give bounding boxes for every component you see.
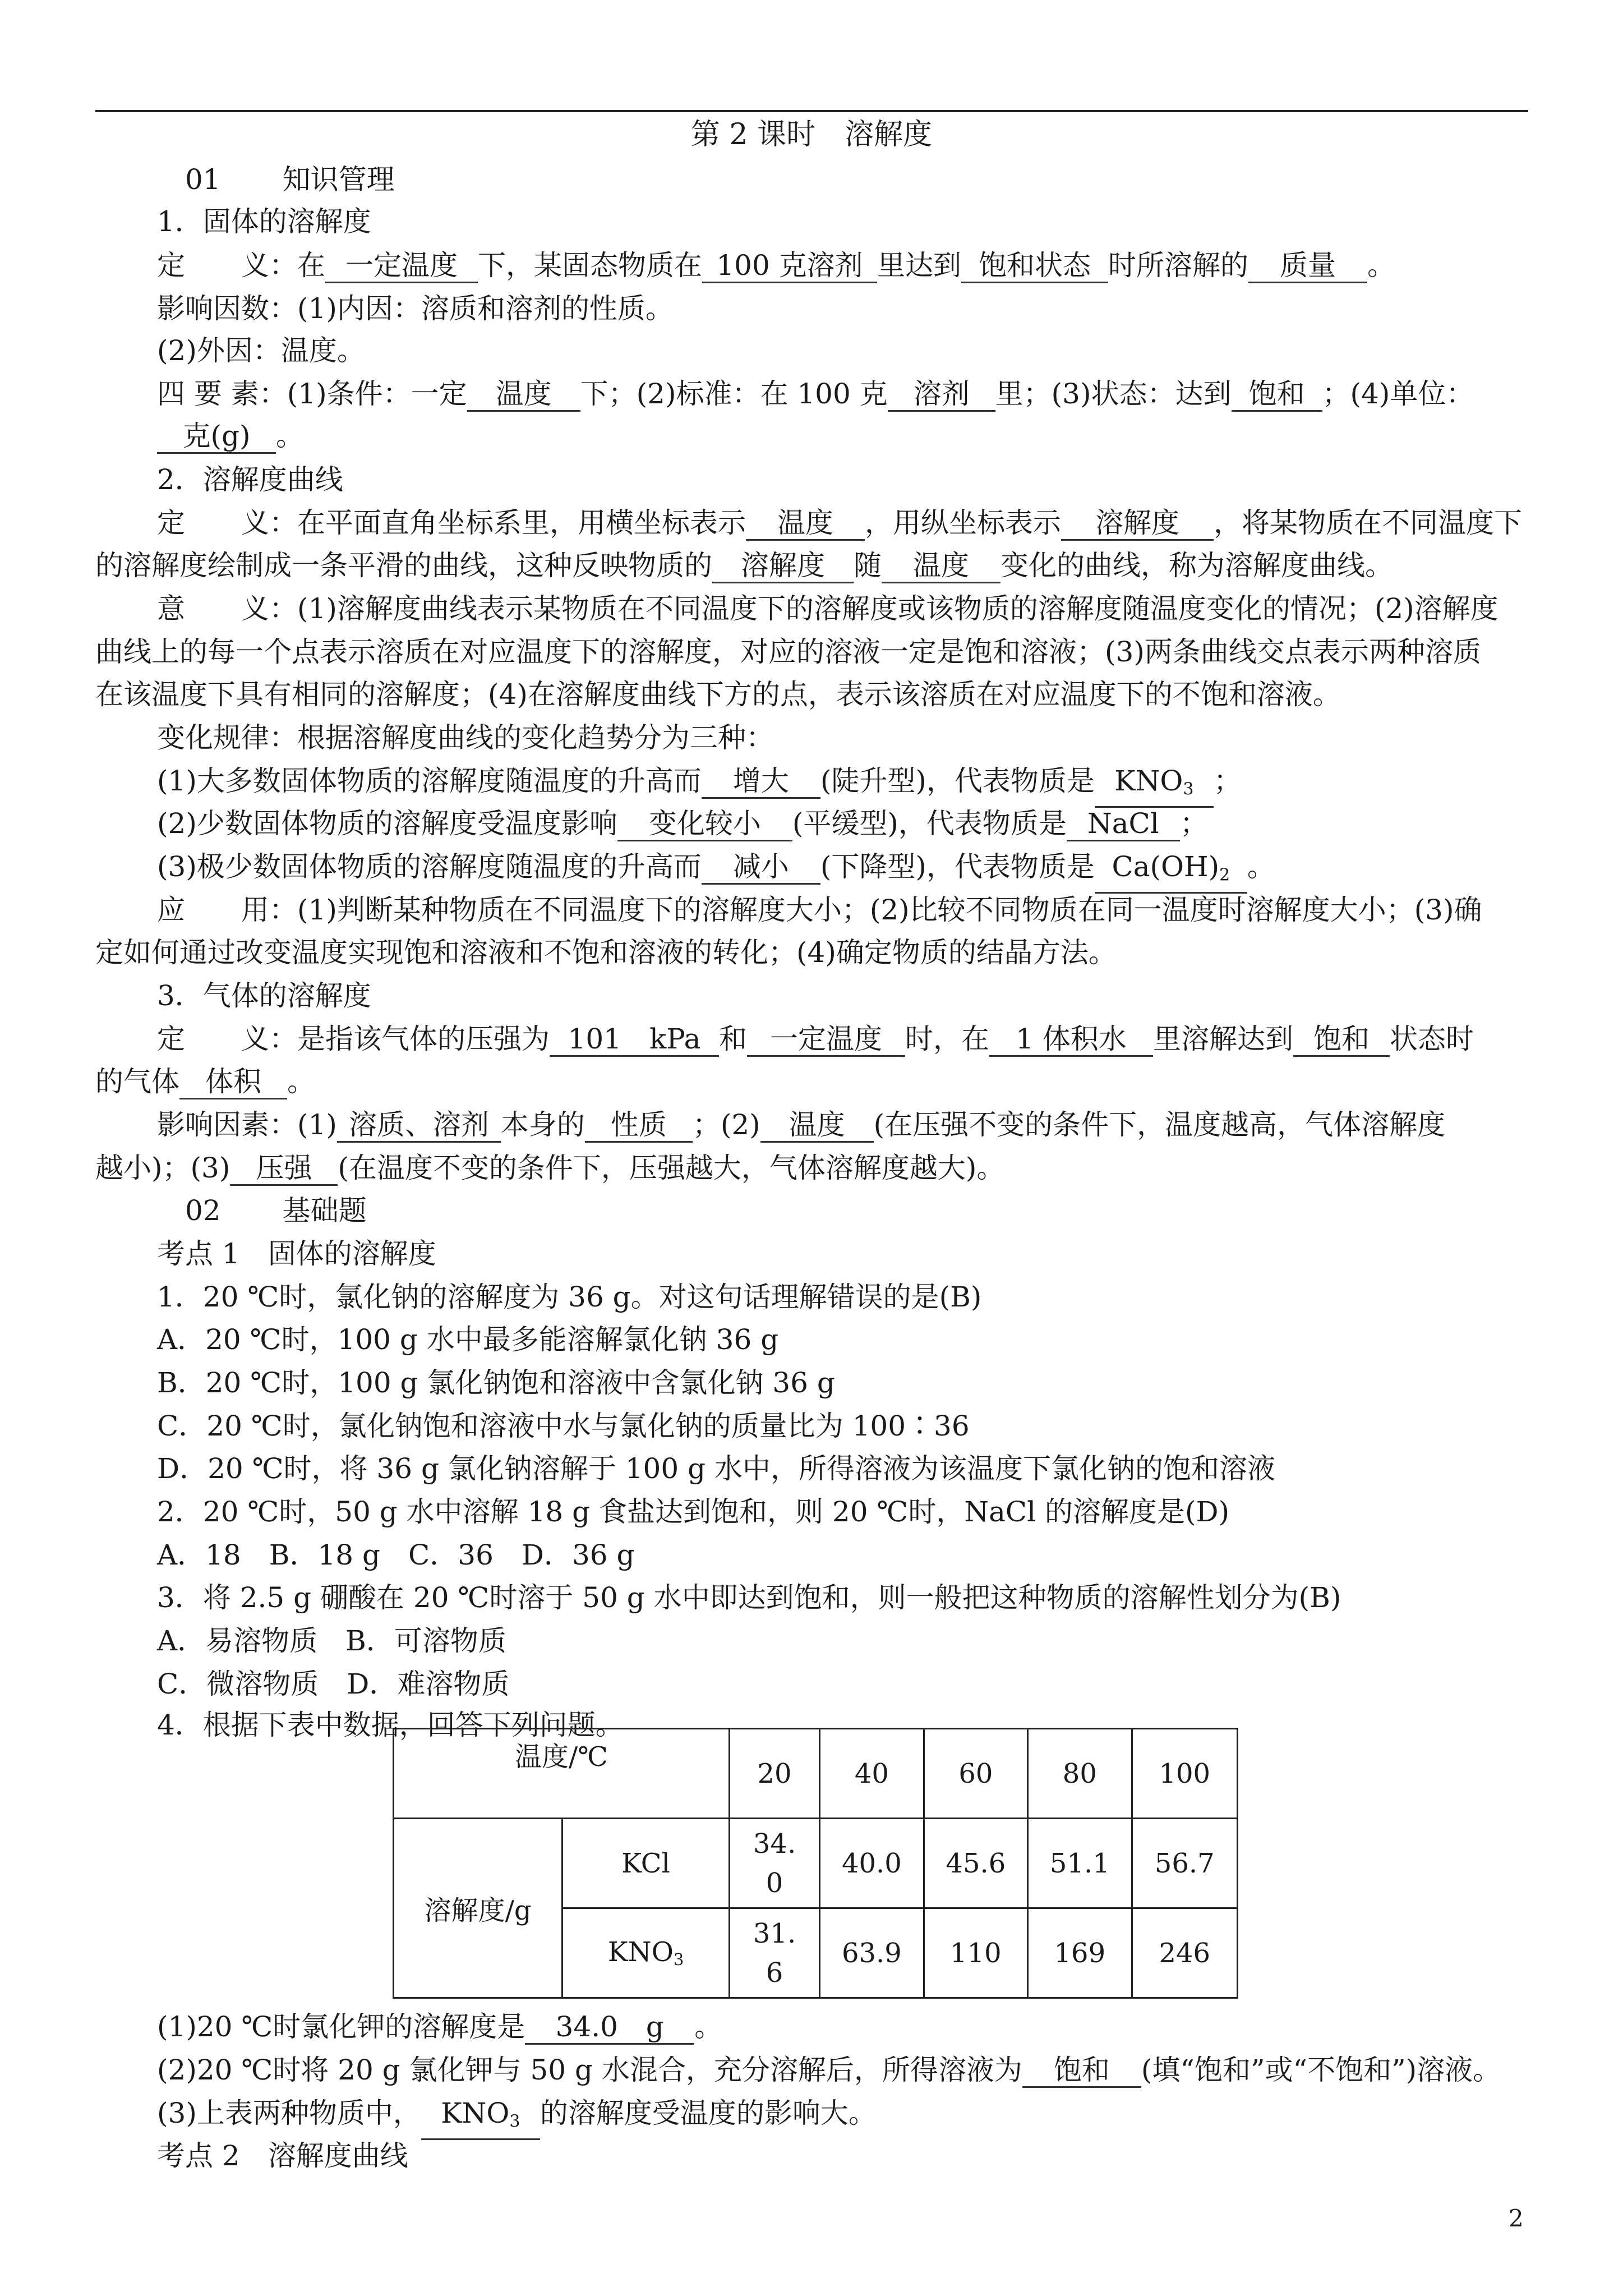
table-cell: 20: [729, 1729, 819, 1819]
blank-answer: $Ca(OH)_2$: [1095, 850, 1247, 894]
table-header-solubility: 溶解度/g: [394, 1819, 562, 1998]
blank-answer: 溶质、溶剂: [337, 1108, 501, 1143]
blank-answer: 质量: [1248, 249, 1367, 283]
blank-answer: 减小: [702, 850, 820, 885]
blank-answer: 溶解度: [1061, 507, 1214, 541]
table-cell: 169: [1028, 1908, 1132, 1998]
blank-answer: 温度: [746, 507, 865, 541]
application-2: 定如何通过改变温度实现饱和溶液和不饱和溶液的转化；(4)确定物质的结晶方法。: [95, 936, 1117, 969]
blank-answer: 体积: [179, 1065, 287, 1099]
section-name: 基础题: [282, 1194, 367, 1227]
gas-definition-cont: 的气体 体积 。: [95, 1062, 315, 1101]
factor-internal: 影响因数：(1)内因：溶质和溶剂的性质。: [157, 292, 674, 325]
table-cell: 31.6: [729, 1908, 819, 1998]
key-point-2: 考点 2 溶解度曲线: [157, 2139, 408, 2172]
subheading-solid-solubility: 1．固体的溶解度: [157, 205, 371, 238]
blank-answer: 101 kPa: [550, 1023, 719, 1057]
blank-answer: 溶解度: [712, 549, 854, 583]
curve-meaning-2: 曲线上的每一个点表示溶质在对应温度下的溶解度，对应的溶液一定是饱和溶液；(3)两条曲线交点表示两种溶质: [95, 636, 1481, 668]
blank-answer: $KNO_3$: [421, 2097, 540, 2140]
page-number: 2: [1509, 2205, 1524, 2232]
blank-answer: 温度: [467, 378, 580, 412]
blank-answer: 100 克溶剂: [702, 249, 877, 283]
blank-answer: 变化较小: [617, 807, 792, 841]
section-heading-02: [185, 1191, 367, 1230]
blank-answer: NaCl: [1067, 807, 1180, 841]
subheading-solubility-curve: 2．溶解度曲线: [157, 463, 343, 496]
factor-external: (2)外因：温度。: [157, 334, 365, 367]
table-row-label-kcl: KCl: [562, 1819, 730, 1908]
curve-definition-cont: 的溶解度绘制成一条平滑的曲线，这种反映物质的 溶解度 随 温度 变化的曲线，称为溶解度曲线。: [95, 546, 1393, 585]
blank-answer: 克(g): [157, 420, 276, 454]
blank-answer: 温度: [882, 549, 1000, 583]
four-elements: 四 要 素：(1)条件：一定 温度 下；(2)标准：在 100 克 溶剂 里；(3)状态：达到 饱和 ；(4)单位：: [157, 374, 1474, 413]
table-cell: 60: [924, 1729, 1027, 1819]
question-1-option-a: A．20 ℃时，100 g 水中最多能溶解氯化钠 36 g: [157, 1323, 779, 1356]
question-1-option-b: B．20 ℃时，100 g 氯化钠饱和溶液中含氯化钠 36 g: [157, 1366, 835, 1399]
blank-answer: 一定温度: [747, 1023, 905, 1057]
question-3-options-1: A．易溶物质 B．可溶物质: [157, 1625, 506, 1657]
solid-solubility-definition: 定 义：在 一定温度 下，某固态物质在 100 克溶剂 里达到 饱和状态 时所溶解的 质量 。: [157, 246, 1395, 285]
section-number: 01: [185, 163, 221, 196]
table-cell: 40.0: [820, 1819, 924, 1908]
blank-answer: 增大: [702, 765, 820, 799]
blank-answer: 饱和: [1022, 2054, 1141, 2088]
question-1-stem: 1．20 ℃时，氯化钠的溶解度为 36 g。对这句话理解错误的是(B): [157, 1281, 982, 1313]
subheading-gas-solubility: 3．气体的溶解度: [157, 979, 371, 1012]
section-heading-01: [185, 160, 395, 199]
table-cell: 45.6: [924, 1819, 1027, 1908]
solubility-table: [393, 1728, 1238, 1999]
gas-influence-cont: 越小)；(3) 压强 (在温度不变的条件下，压强越大，气体溶解度越大)。: [95, 1148, 1004, 1188]
blank-answer: 饱和: [1293, 1023, 1390, 1057]
header-rule: [95, 110, 1528, 112]
blank-answer: 压强: [230, 1152, 338, 1186]
curve-definition: 定 义：在平面直角坐标系里，用横坐标表示 温度 ，用纵坐标表示 溶解度 ，将某物质在不同温度下: [157, 503, 1522, 542]
blank-answer: 饱和: [1232, 378, 1322, 412]
key-point-1: 考点 1 固体的溶解度: [157, 1237, 436, 1270]
blank-answer: 一定温度: [325, 249, 478, 283]
blank-answer: $KNO_3$: [1095, 765, 1214, 808]
rule-1: (1)大多数固体物质的溶解度随温度的升高而 增大 (陡升型)，代表物质是 $KNO_3$ ；: [157, 761, 1242, 808]
table-row-label-kno3: $KNO_3$: [562, 1908, 730, 1998]
question-2-options: A．18 B．18 g C．36 D．36 g: [157, 1539, 635, 1571]
table-cell: 63.9: [820, 1908, 924, 1998]
table-header-temperature: 温度/℃: [394, 1729, 730, 1819]
blank-answer: 性质: [585, 1108, 693, 1143]
gas-influence: 影响因素：(1) 溶质、溶剂 本身的 性质 ；(2) 温度 (在压强不变的条件下，温度越高，气体溶解度: [157, 1105, 1445, 1144]
rule-3: (3)极少数固体物质的溶解度随温度的升高而 减小 (下降型)，代表物质是 $Ca(OH)_2$ 。: [157, 847, 1275, 894]
table-cell: 51.1: [1028, 1819, 1132, 1908]
section-name: 知识管理: [282, 163, 395, 196]
question-4-stem: 4．根据下表中数据，回答下列问题。: [157, 1709, 624, 1741]
page-title: 第 2 课时 溶解度: [690, 118, 933, 151]
question-3-options-2: C．微溶物质 D．难溶物质: [157, 1668, 510, 1700]
table-cell: 100: [1132, 1729, 1237, 1819]
table-cell: 56.7: [1132, 1819, 1237, 1908]
table-cell: 80: [1028, 1729, 1132, 1819]
blank-answer: 饱和状态: [961, 249, 1108, 283]
four-elements-cont: 克(g) 。: [157, 416, 304, 455]
table-cell: 34.0: [729, 1819, 819, 1908]
rule-2: (2)少数固体物质的溶解度受温度影响 变化较小 (平缓型)，代表物质是 NaCl ；: [157, 804, 1208, 843]
blank-answer: 1 体积水: [989, 1023, 1153, 1057]
question-4-answer-2: (2)20 ℃时将 20 g 氯化钾与 50 g 水混合，充分溶解后，所得溶液为 饱和 (填“饱和”或“不饱和”)溶液。: [157, 2050, 1501, 2090]
question-4-answer-1: (1)20 ℃时氯化钾的溶解度是 34.0 g 。: [157, 2007, 722, 2046]
blank-answer: 温度: [760, 1108, 874, 1143]
gas-definition: 定 义：是指该气体的压强为 101 kPa 和 一定温度 时，在 1 体积水 里溶解达到 饱和 状态时: [157, 1019, 1474, 1059]
section-number: 02: [185, 1194, 221, 1227]
question-3-stem: 3．将 2.5 g 硼酸在 20 ℃时溶于 50 g 水中即达到饱和，则一般把这种物质的溶解性划分为(B): [157, 1581, 1341, 1614]
table-cell: 246: [1132, 1908, 1237, 1998]
question-2-stem: 2．20 ℃时，50 g 水中溶解 18 g 食盐达到饱和，则 20 ℃时，NaCl 的溶解度是(D): [157, 1496, 1230, 1528]
curve-meaning-1: 意 义：(1)溶解度曲线表示某物质在不同温度下的溶解度或该物质的溶解度随温度变化的情况；(2)溶解度: [157, 592, 1498, 625]
table-cell: 110: [924, 1908, 1027, 1998]
change-rule: 变化规律：根据溶解度曲线的变化趋势分为三种：: [157, 721, 774, 754]
blank-answer: 溶剂: [888, 378, 995, 412]
curve-meaning-3: 在该温度下具有相同的溶解度；(4)在溶解度曲线下方的点，表示该溶质在对应温度下的不饱和溶液。: [95, 678, 1341, 711]
question-4-answer-3: (3)上表两种物质中， $KNO_3$ 的溶解度受温度的影响大。: [157, 2093, 877, 2140]
table-cell: 40: [820, 1729, 924, 1819]
application-1: 应 用：(1)判断某种物质在不同温度下的溶解度大小；(2)比较不同物质在同一温度时溶解度大小；(3)确: [157, 894, 1482, 926]
blank-answer: 34.0 g: [525, 2010, 694, 2045]
question-1-option-d: D．20 ℃时，将 36 g 氯化钠溶解于 100 g 水中，所得溶液为该温度下氯化钠的饱和溶液: [157, 1452, 1275, 1485]
question-1-option-c: C．20 ℃时，氯化钠饱和溶液中水与氯化钠的质量比为 100∶36: [157, 1410, 970, 1442]
